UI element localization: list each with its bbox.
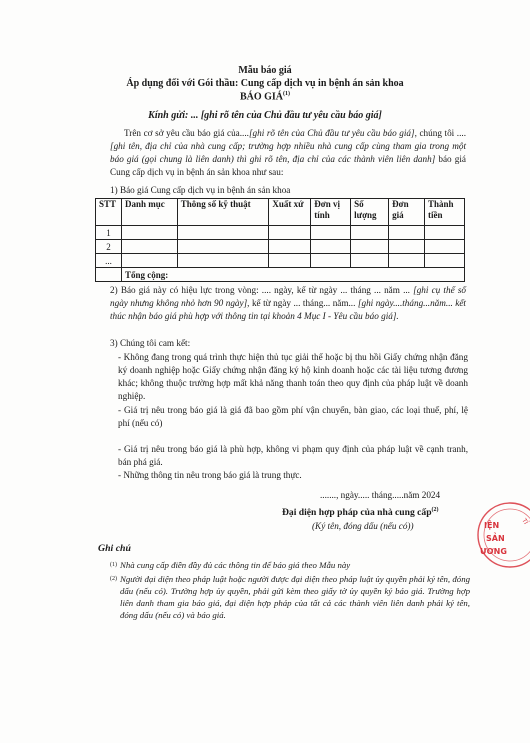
commitment-item: - Không đang trong quá trình thực hiện thủ tục giải thể hoặc bị thu hồi Giấy chứng nhận đăng ký doanh nghiệp hoặc Giấy chứng nhận đăng ký hộ kinh doanh hoặc các tài liệu tương đương khác; không thuộc trường hợp mất khả năng thanh toán theo quy định của pháp luật về doanh nghiệp. xyxy=(118,352,468,401)
commitment-item: - Giá trị nêu trong báo giá là giá đã bao gồm phí vận chuyển, bàn giao, các loại thuế, phí, lệ phí (nếu có) xyxy=(118,405,468,428)
th-thong-so: Thông số kỹ thuật xyxy=(177,199,269,226)
table-row xyxy=(96,240,465,254)
sign-note: (Ký tên, đóng dấu (nếu có)) xyxy=(312,521,414,531)
th-stt: STT xyxy=(96,199,122,226)
table-total-row xyxy=(96,268,465,282)
svg-text:SẢN: SẢN xyxy=(486,534,505,543)
svg-text:TỈ: TỈ xyxy=(520,517,530,526)
item-1-heading: 1) Báo giá Cung cấp dịch vụ in bệnh án sản khoa xyxy=(110,185,291,195)
note-ref-1: (1) xyxy=(283,91,291,97)
th-don-gia: Đơn giá xyxy=(389,199,425,226)
row-number: 2 xyxy=(96,240,122,254)
intro-paragraph: Trên cơ sở yêu cầu báo giá của....[ghi rõ tên của Chủ đầu tư yêu cầu báo giá], chúng tôi ....[ghi tên, địa chỉ của nhà cung cấp; trường hợp nhiều nhà cung cấp cùng tham gia trong một báo giá (gọi chung là liên danh) thì ghi rõ tên, địa chỉ của các thành viên liên danh] báo giá Cung cấp dịch vụ in bệnh án sản khoa như sau: xyxy=(110,128,466,177)
quote-table xyxy=(95,198,465,282)
commitment-item: - Những thông tin nêu trong báo giá là trung thực. xyxy=(118,470,302,480)
greeting-prefix: Kính gửi: ... xyxy=(148,110,199,121)
item-2-validity: 2) Báo giá này có hiệu lực trong vòng: .... ngày, kể từ ngày ... tháng ... năm ... [ghi cụ thể số ngày nhưng không nhỏ hơn 90 ngày], kể từ ngày ... tháng... năm... [ghi ngày....tháng...năm... kết thúc nhận báo giá phù hợp với thông tin tại khoản 4 Mục I - Yêu cầu báo giá]. xyxy=(110,285,466,321)
greeting-line xyxy=(0,110,530,121)
svg-text:ƯƠNG: ƯƠNG xyxy=(480,547,507,556)
table-row xyxy=(96,254,465,268)
row-number: ... xyxy=(96,254,122,268)
form-title: Mẫu báo giá xyxy=(238,65,292,76)
note-marker: (1) xyxy=(110,562,117,568)
table-row xyxy=(96,226,465,240)
total-label: Tổng cộng: xyxy=(121,268,464,282)
apply-line: Áp dụng đối với Gói thầu: Cung cấp dịch vụ in bệnh án sản khoa xyxy=(126,78,404,89)
red-stamp-seal xyxy=(470,500,530,570)
greeting-placeholder: [ghi rõ tên của Chủ đầu tư yêu cầu báo giá] xyxy=(200,110,382,121)
th-so-luong: Số lượng xyxy=(351,199,389,226)
item-3-heading: 3) Chúng tôi cam kết: xyxy=(110,338,191,348)
quote-title: BÁO GIÁ$^{(1)}$ xyxy=(239,91,291,103)
note-item: (2) Người đại diện theo pháp luật hoặc người được đại diện theo pháp luật ủy quyền phải ký tên, đóng dấu (nếu có). Trường hợp ủy quyền, phải gửi kèm theo giấy tờ ủy quyền ký báo giá. Trường hợp liên danh tham gia báo giá, đại diện hợp pháp của tất cả các thành viên liên danh phải ký tên, đóng dấu (nếu có) và báo giá. xyxy=(110,574,470,620)
commitment-item: - Giá trị nêu trong báo giá là phù hợp, không vi phạm quy định của pháp luật về cạnh tranh, bán phá giá. xyxy=(118,444,468,467)
representative-label: Đại diện hợp pháp của nhà cung cấp$^{(2)}$ xyxy=(282,507,439,519)
row-number: 1 xyxy=(96,226,122,240)
th-danh-muc: Danh mục xyxy=(121,199,177,226)
note-ref-2: (2) xyxy=(431,507,439,513)
th-don-vi: Đơn vị tính xyxy=(311,199,351,226)
note-marker: (2) xyxy=(110,576,117,582)
notes-title: Ghi chú xyxy=(98,543,131,554)
th-thanh-tien: Thành tiền xyxy=(425,199,465,226)
svg-text:IỆN: IỆN xyxy=(484,521,500,530)
note-item: (1) Nhà cung cấp điền đầy đủ các thông tin để báo giá theo Mẫu này xyxy=(110,560,351,570)
th-xuat-xu: Xuất xứ xyxy=(269,199,311,226)
date-line: ......., ngày..... tháng.....năm 2024 xyxy=(320,490,441,500)
table-header-row xyxy=(96,199,465,226)
